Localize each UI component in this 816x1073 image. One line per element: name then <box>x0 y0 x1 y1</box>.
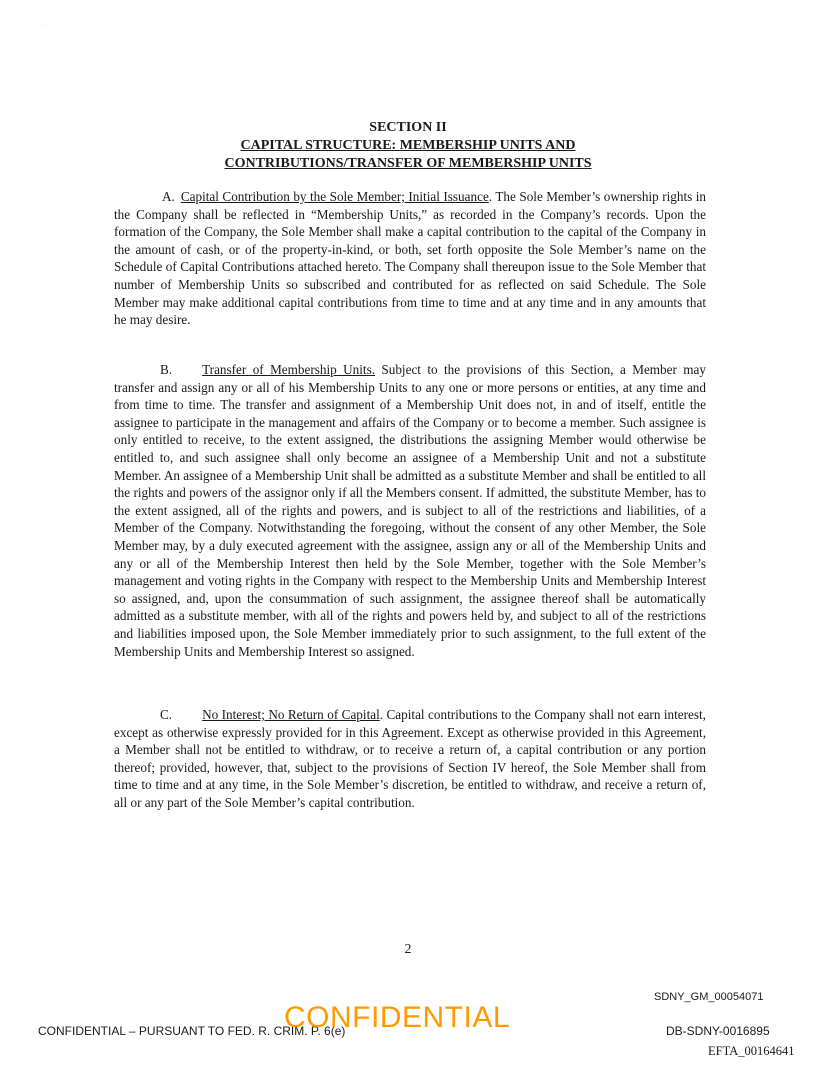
bates-number-efta: EFTA_00164641 <box>708 1044 795 1058</box>
confidential-legend: CONFIDENTIAL – PURSUANT TO FED. R. CRIM. P. 6(e) <box>38 1024 346 1038</box>
bates-number-db: DB-SDNY-0016895 <box>666 1024 770 1038</box>
paragraph-c <box>114 706 706 812</box>
paragraph-b-text: Subject to the provisions of this Section, a Member may transfer and assign any or all of his Membership Units to any one or more persons or entities, at any time and from time to time. The transfer and assignment of a Membership Unit does not, in and of itself, entitle the assignee to participate in the management and affairs of the Company or to become a member. Such assignee is only entitled to receive, to the extent assigned, the distributions the assigning Member would otherwise be entitled to, and such assignee shall only become an assignee of a Membership Unit and not a substitute Member. An assignee of a Membership Unit shall be admitted as a substitute Member and shall be entitled to all the rights and powers of the assignor only if all the Members consent. If admitted, the substitute Member, has to the extent assigned, all of the rights and powers, and is subject to all of the restrictions and liabilities, of a Member of the Company. Notwithstanding the foregoing, without the consent of any other Member, the Sole Member may, by a duly executed agreement with the assignee, assign any or all of the Membership Units and any or all of the Membership Interest then held by the Sole Member, together with the Sole Member’s management and voting rights in the Company with respect to the Membership Units and Membership Interest so assigned, and, upon the consummation of such assignment, the assignee thereof shall be automatically admitted as a substitute member, with all of the rights and powers held by, and subject to all of the restrictions and liabilities imposed upon, the Sole Member immediately prior to such assignment, to the full extent of the Membership Units and Membership Interest so assigned. <box>114 362 706 659</box>
section-title: SECTION II <box>369 120 447 135</box>
confidential-stamp: CONFIDENTIAL <box>284 1001 511 1034</box>
paragraph-c-label: C. <box>160 707 173 722</box>
paragraph-b-label: B. <box>160 362 173 377</box>
paragraph-b-heading: Transfer of Membership Units. <box>202 362 376 377</box>
paragraph-a-heading: Capital Contribution by the Sole Member; Initial Issuance <box>180 189 489 204</box>
paragraph-b <box>114 361 706 660</box>
paragraph-a-label: A. <box>162 189 175 204</box>
scan-artifact: · · <box>40 22 46 28</box>
bates-number-gm: SDNY_GM_00054071 <box>654 991 764 1003</box>
paragraph-c-text: . Capital contributions to the Company shall not earn interest, except as otherwise expressly provided for in this Agreement. Except as otherwise provided in this Agreement, a Member shall not be entitled to withdraw, or to receive a return of, a capital contribution or any portion thereof; provided, however, that, subject to the provisions of Section IV hereof, the Sole Member shall from time to time and at any time, in the Sole Member’s discretion, be entitled to withdraw, and receive a return of, all or any part of the Sole Member’s capital contribution. <box>114 707 706 810</box>
paragraph-c-heading: No Interest; No Return of Capital <box>202 707 380 722</box>
section-subtitle-line2: CONTRIBUTIONS/TRANSFER OF MEMBERSHIP UNITS <box>224 156 592 171</box>
section-subtitle-line1: CAPITAL STRUCTURE: MEMBERSHIP UNITS AND <box>240 138 576 153</box>
page-number: 2 <box>404 942 412 957</box>
section-heading <box>0 119 816 173</box>
paragraph-a-text: . The Sole Member’s ownership rights in the Company shall be reflected in “Membership Units,” as recorded in the Company’s records. Upon the formation of the Company, the Sole Member shall make a capital contribution to the capital of the Company in the amount of cash, or of the property-in-kind, or both, set forth opposite the Sole Member’s name on the Schedule of Capital Contributions attached hereto. The Company shall thereupon issue to the Sole Member that number of Membership Units so subscribed and contributed for as reflected on said Schedule. The Sole Member may make additional capital contributions from time to time and at any time and in any amounts that he may desire. <box>114 189 706 328</box>
paragraph-a <box>114 188 706 329</box>
